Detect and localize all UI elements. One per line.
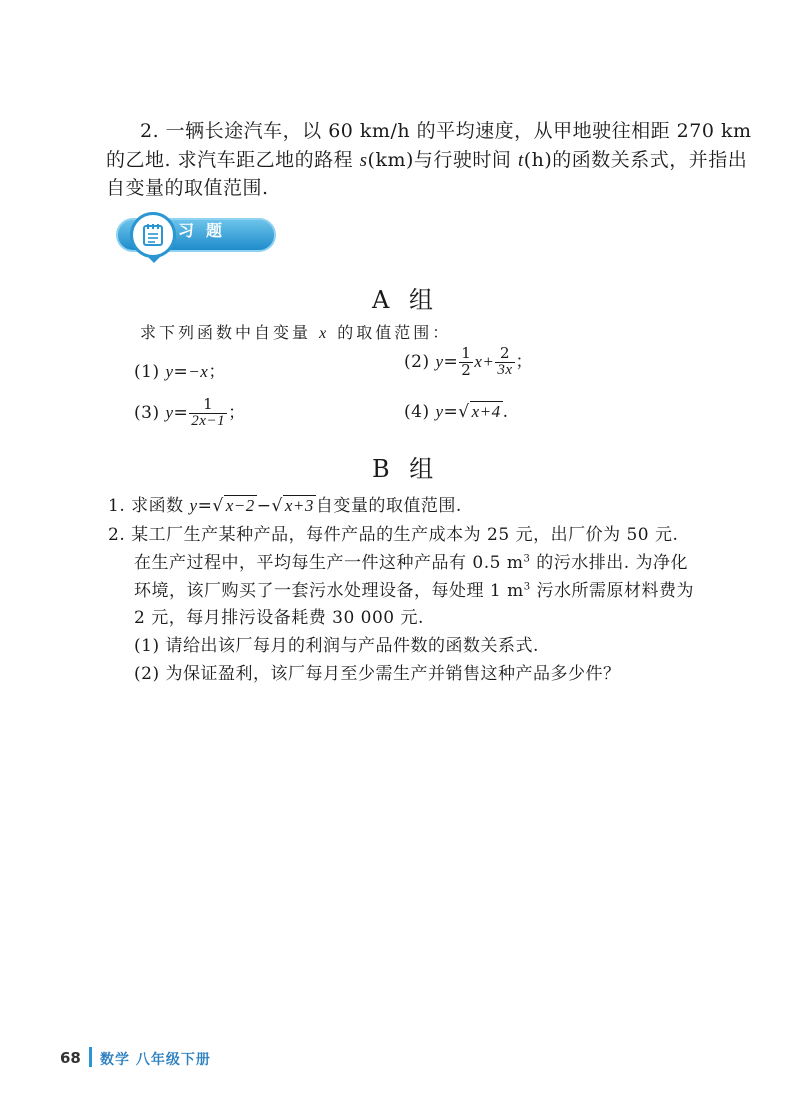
group-b-question-2-line-1: 2. 某工厂生产某种产品，每件产品的生产成本为 25 元，出厂价为 50 元.	[108, 525, 679, 545]
badge-pointer	[147, 256, 161, 263]
group-b-question-2-line-2: 在生产过程中，平均每生产一件这种产品有 0.5 $m^3$ 的污水排出. 为净化	[134, 553, 689, 573]
footer-divider	[89, 1047, 92, 1067]
badge-circle	[130, 212, 176, 258]
exercise-badge	[106, 212, 278, 260]
group-a-heading: A 组	[372, 286, 439, 314]
group-b-heading: B 组	[372, 455, 440, 483]
footer-book-title: 数学 八年级下册	[100, 1052, 211, 1068]
problem-2-line-3: 自变量的取值范围.	[106, 177, 269, 199]
group-b-question-2-line-3: 环境，该厂购买了一套污水处理设备，每处理 1 $m^3$ 污水所需原材料费为	[134, 581, 695, 601]
group-a-item-4: (4) y=√ x+4 .	[404, 402, 509, 422]
notebook-icon	[142, 223, 164, 247]
group-b-question-2-line-4: 2 元，每月排污设备耗费 30 000 元.	[134, 608, 424, 628]
group-a-intro: 求下列函数中自变量 x 的取值范围：	[140, 323, 452, 342]
group-b-question-2-sub-2: (2) 为保证盈利，该厂每月至少需生产并销售这种产品多少件？	[134, 664, 621, 684]
group-b-question-2-sub-1: (1) 请给出该厂每月的利润与产品件数的函数关系式.	[134, 636, 539, 656]
page-number: 68	[60, 1049, 81, 1067]
problem-2-line-1: 2. 一辆长途汽车，以 60 km/h 的平均速度，从甲地驶往相距 270 km	[140, 120, 752, 142]
badge-label: 习题	[178, 221, 235, 240]
group-a-item-2: (2) y= $\frac{1}{2}$ x+ $\frac{2}{3x}$ ；	[404, 344, 534, 379]
problem-2-line-2: 的乙地. 求汽车距乙地的路程 s(km)与行驶时间 t(h)的函数关系式，并指出	[106, 149, 748, 171]
group-a-item-3: (3) y= $\frac{1}{2x-1}$ ；	[134, 395, 246, 429]
group-a-item-1: (1) y=−x；	[134, 362, 226, 382]
group-b-question-1: 1. 求函数 y=√ x−2 −√ x+3 自变量的取值范围.	[108, 496, 462, 516]
